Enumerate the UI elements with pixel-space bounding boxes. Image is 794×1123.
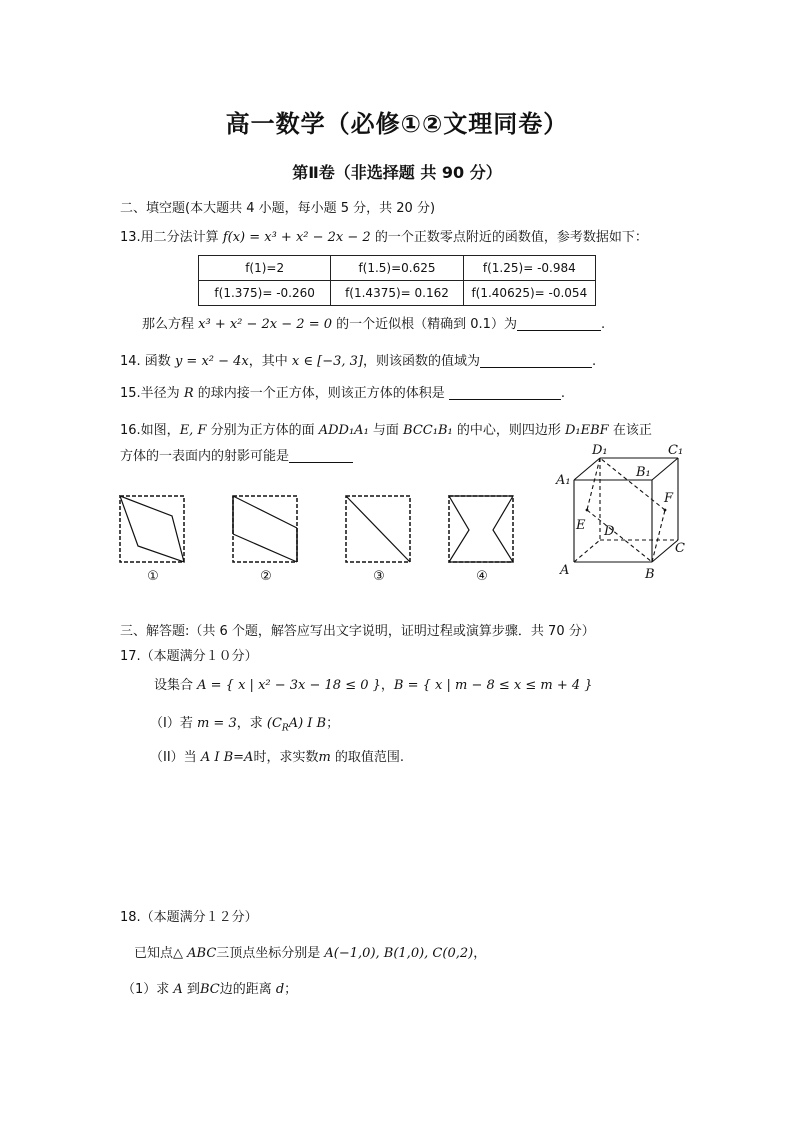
cube-label-b1: B₁ bbox=[636, 465, 651, 480]
q13-lead: 13.用二分法计算 bbox=[120, 230, 223, 245]
question-15: 15.半径为 R 的球内接一个正方体，则该正方体的体积是 . bbox=[120, 386, 566, 401]
q17-math-sub: R bbox=[281, 723, 289, 734]
option-label-2: ② bbox=[260, 569, 272, 584]
option-figure-2 bbox=[231, 494, 301, 566]
option-label-1: ① bbox=[147, 569, 159, 584]
q17-part1 bbox=[150, 712, 339, 734]
q16-text: 与面 bbox=[368, 423, 404, 438]
q14-tail: ，则该函数的值域为 bbox=[362, 354, 480, 369]
q15-tail: 的球内接一个正方体，则该正方体的体积是 bbox=[193, 386, 445, 401]
answer-blank[interactable] bbox=[517, 316, 601, 331]
section-heading-solutions: 三、解答题:（共 6 个题，解答应写出文字说明，证明过程或演算步骤．共 70 分） bbox=[120, 624, 595, 639]
q16-text: 在该正 bbox=[608, 423, 652, 438]
table-cell: f(1.40625)= -0.054 bbox=[463, 281, 595, 306]
q18-text: 三顶点坐标分别是 bbox=[216, 946, 325, 961]
q16-math: E, F bbox=[179, 423, 207, 438]
q17-set-a: A = { x | x² − 3x − 18 ≤ 0 } bbox=[197, 678, 381, 693]
q18-text: ； bbox=[284, 982, 298, 997]
option-label-3: ③ bbox=[373, 569, 385, 584]
page-subtitle: 第Ⅱ卷（非选择题 共 90 分） bbox=[292, 163, 502, 182]
q17-text: 时，求实数 bbox=[253, 750, 319, 765]
q18-text: ， bbox=[473, 946, 487, 961]
question-13 bbox=[120, 226, 648, 245]
q18-math: A bbox=[173, 982, 183, 997]
q17-math: A I B=A bbox=[200, 750, 254, 765]
q18-math: A(−1,0), B(1,0), C(0,2) bbox=[324, 946, 474, 961]
cube-label-c: C bbox=[675, 541, 685, 556]
q16-text: 方体的一表面内的射影可能是 bbox=[120, 449, 290, 464]
answer-blank[interactable] bbox=[289, 448, 353, 463]
table-cell: f(1.4375)= 0.162 bbox=[331, 281, 463, 306]
cube-label-d: D bbox=[604, 524, 615, 539]
option-figure-4 bbox=[447, 494, 517, 566]
q17-set-line bbox=[154, 674, 593, 693]
q15-var: R bbox=[183, 386, 194, 401]
q16-math: BCC₁B₁ bbox=[403, 423, 453, 438]
q14-mid: ，其中 bbox=[248, 354, 292, 369]
q13-tail: 的一个正数零点附近的函数值，参考数据如下： bbox=[370, 230, 648, 245]
q18-math: d bbox=[275, 982, 285, 997]
q17-set-b: B = { x | m − 8 ≤ x ≤ m + 4 } bbox=[393, 678, 593, 693]
table-cell: f(1)=2 bbox=[199, 256, 331, 281]
cube-figure bbox=[554, 440, 700, 586]
section-heading-fill-in: 二、填空题(本大题共 4 小题，每小题 5 分，共 20 分) bbox=[120, 201, 436, 216]
q16-text: 16.如图， bbox=[120, 423, 180, 438]
cube-label-d1: D₁ bbox=[592, 443, 608, 458]
cube-label-e: E bbox=[576, 518, 586, 533]
q17-text: ， bbox=[380, 678, 394, 693]
question-17-title: 17.（本题满分１０分） bbox=[120, 649, 258, 664]
q17-math: m bbox=[318, 750, 331, 765]
page-title: 高一数学（必修①②文理同卷） bbox=[225, 110, 569, 138]
table-cell: f(1.375)= -0.260 bbox=[199, 281, 331, 306]
q16-text: 分别为正方体的面 bbox=[206, 423, 319, 438]
q13-data-table bbox=[198, 255, 596, 306]
q13-answer-formula: x³ + x² − 2x − 2 = 0 bbox=[198, 317, 332, 332]
q17-text: 的取值范围. bbox=[330, 750, 405, 765]
option-label-4: ④ bbox=[476, 569, 488, 584]
table-row bbox=[199, 256, 596, 281]
q18-part1 bbox=[122, 978, 297, 997]
table-cell: f(1.25)= -0.984 bbox=[463, 256, 595, 281]
q16-text: 的中心，则四边形 bbox=[452, 423, 565, 438]
q16-math: ADD₁A₁ bbox=[318, 423, 369, 438]
q17-math: m = 3 bbox=[196, 716, 237, 731]
q17-math: (C bbox=[266, 716, 282, 731]
q17-text: （II）当 bbox=[150, 750, 201, 765]
q18-math: △ ABC bbox=[173, 946, 217, 961]
question-16-line2 bbox=[120, 445, 353, 464]
q13-answer-tail: 的一个近似根（精确到 0.1）为 bbox=[332, 317, 517, 332]
cube-label-f: F bbox=[664, 491, 674, 506]
q13-formula: f(x) = x³ + x² − 2x − 2 bbox=[222, 230, 371, 245]
q17-math: A) I B bbox=[288, 716, 327, 731]
table-cell: f(1.5)=0.625 bbox=[331, 256, 463, 281]
q18-text: 边的距离 bbox=[219, 982, 276, 997]
q17-part2 bbox=[150, 746, 404, 765]
q16-math: D₁EBF bbox=[564, 423, 609, 438]
q14-lead: 14. 函数 bbox=[120, 354, 175, 369]
option-figure-3 bbox=[344, 494, 414, 566]
cube-label-b: B bbox=[645, 567, 655, 582]
q17-text: ，求 bbox=[236, 716, 267, 731]
q18-math: BC bbox=[199, 982, 220, 997]
question-18-title: 18.（本题满分１２分） bbox=[120, 910, 258, 925]
q14-domain: x ∈ [−3, 3] bbox=[291, 354, 363, 369]
answer-blank[interactable] bbox=[449, 385, 561, 400]
q18-text: 已知点 bbox=[134, 946, 174, 961]
cube-label-a1: A₁ bbox=[556, 473, 571, 488]
answer-blank[interactable] bbox=[480, 353, 592, 368]
q18-text: 到 bbox=[182, 982, 200, 997]
q17-text: 设集合 bbox=[154, 678, 198, 693]
q13-answer-lead: 那么方程 bbox=[142, 317, 199, 332]
option-figure-1 bbox=[118, 494, 188, 566]
q18-line1 bbox=[134, 942, 486, 961]
q13-answer-line: 那么方程 x³ + x² − 2x − 2 = 0 的一个近似根（精确到 0.1）为 . bbox=[142, 317, 606, 332]
question-16-line1 bbox=[120, 419, 652, 438]
cube-label-c1: C₁ bbox=[668, 443, 684, 458]
table-row bbox=[199, 281, 596, 306]
q18-text: （1）求 bbox=[122, 982, 174, 997]
q17-text: （I）若 bbox=[150, 716, 197, 731]
q14-formula: y = x² − 4x bbox=[174, 354, 249, 369]
q17-text: ； bbox=[326, 716, 340, 731]
cube-label-a: A bbox=[560, 563, 570, 578]
question-14: 14. 函数 y = x² − 4x，其中 x ∈ [−3, 3]，则该函数的值域为 . bbox=[120, 354, 597, 369]
q15-lead: 15.半径为 bbox=[120, 386, 184, 401]
